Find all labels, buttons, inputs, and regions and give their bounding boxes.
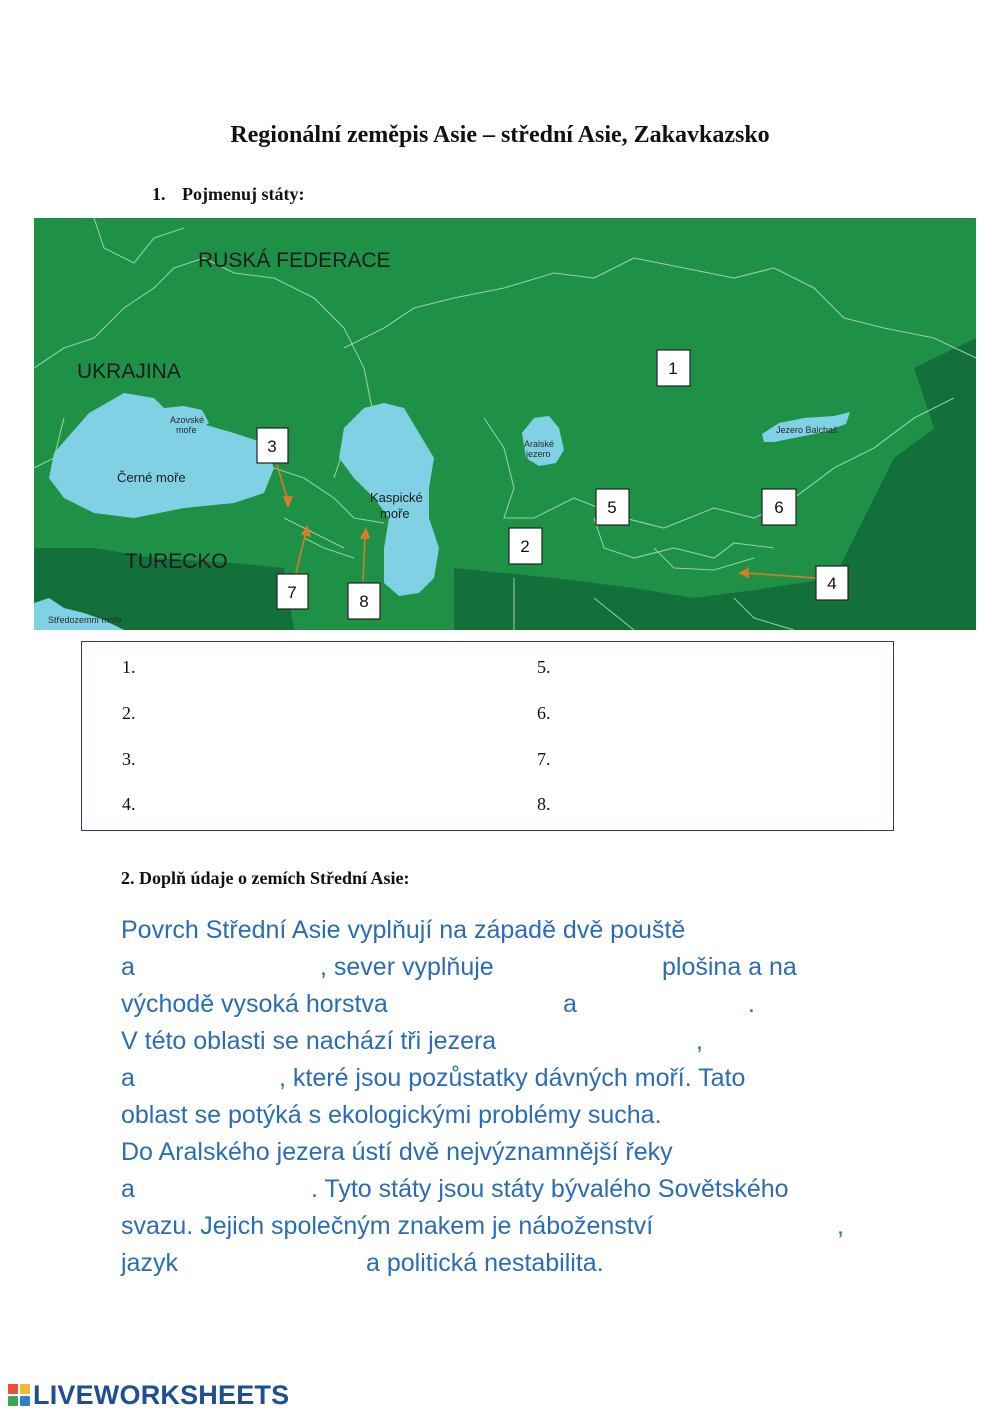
label-ukraine: UKRAJINA bbox=[77, 360, 181, 383]
para-text: Do Aralského jezera ústí dvě nejvýznamnější řeky bbox=[121, 1138, 673, 1166]
answer-3[interactable]: 3. bbox=[122, 749, 136, 769]
para-text: , bbox=[696, 1027, 703, 1055]
task-1-label: Pojmenuj státy: bbox=[182, 184, 305, 204]
para-text: a bbox=[121, 953, 135, 981]
marker-3 bbox=[257, 428, 288, 463]
logo-text: LIVEWORKSHEETS bbox=[33, 1379, 290, 1410]
para-text: a bbox=[121, 1064, 135, 1092]
para-text: jazyk bbox=[121, 1249, 178, 1277]
marker-1 bbox=[657, 350, 690, 386]
answer-5[interactable]: 5. bbox=[537, 657, 551, 677]
marker-7 bbox=[277, 574, 308, 609]
para-text: , bbox=[837, 1212, 844, 1240]
logo-icon bbox=[8, 1384, 30, 1406]
para-text: Povrch Střední Asie vyplňují na západě dvě pouště bbox=[121, 916, 686, 944]
para-text: . bbox=[748, 990, 755, 1018]
para-text: , které jsou pozůstatky dávných moří. Tato bbox=[279, 1064, 746, 1092]
marker-1-label: 1 bbox=[668, 359, 678, 378]
label-azov-2: moře bbox=[176, 425, 197, 435]
label-aral-1: Aralské bbox=[524, 439, 555, 449]
marker-6 bbox=[762, 489, 796, 525]
para-text: plošina a na bbox=[662, 953, 797, 981]
para-text: a politická nestabilita. bbox=[366, 1249, 604, 1277]
marker-8 bbox=[348, 583, 380, 619]
marker-2-label: 2 bbox=[520, 537, 530, 556]
para-text: , sever vyplňuje bbox=[320, 953, 494, 981]
label-russia: RUSKÁ FEDERACE bbox=[198, 249, 391, 272]
label-turkey: TURECKO bbox=[125, 550, 228, 573]
answer-4[interactable]: 4. bbox=[122, 794, 136, 814]
task-2-heading: 2. Doplň údaje o zemích Střední Asie: bbox=[121, 868, 410, 888]
answer-2[interactable]: 2. bbox=[122, 703, 136, 723]
label-black-sea: Černé moře bbox=[117, 470, 186, 485]
map-image bbox=[34, 218, 976, 630]
label-caspian-2: moře bbox=[380, 506, 410, 521]
answer-1[interactable]: 1. bbox=[122, 657, 136, 677]
para-text: svazu. Jejich společným znakem je náboženství bbox=[121, 1212, 654, 1240]
task-1-heading bbox=[152, 184, 304, 205]
marker-8-label: 8 bbox=[359, 592, 369, 611]
answer-box bbox=[81, 641, 894, 831]
para-text: oblast se potýká s ekologickými problémy sucha. bbox=[121, 1101, 662, 1129]
marker-4-label: 4 bbox=[827, 574, 837, 593]
answer-6[interactable]: 6. bbox=[537, 703, 551, 723]
label-caspian-1: Kaspické bbox=[370, 490, 423, 505]
label-aral-2: jezero bbox=[526, 449, 551, 459]
marker-4 bbox=[816, 566, 848, 600]
marker-7-label: 7 bbox=[287, 583, 297, 602]
para-text: V této oblasti se nachází tři jezera bbox=[121, 1027, 497, 1055]
liveworksheets-logo bbox=[8, 1378, 289, 1412]
para-text: a bbox=[121, 1175, 135, 1203]
marker-3-label: 3 bbox=[267, 437, 277, 456]
answer-8[interactable]: 8. bbox=[537, 794, 551, 814]
label-azov-1: Azovské bbox=[170, 415, 205, 425]
marker-5 bbox=[596, 489, 629, 525]
page-title: Regionální zeměpis Asie – střední Asie, Zakavkazsko bbox=[230, 122, 770, 148]
para-text: a bbox=[563, 990, 577, 1018]
answer-7[interactable]: 7. bbox=[537, 749, 551, 769]
label-mediterranean: Středozemní moře bbox=[48, 615, 123, 625]
marker-2 bbox=[509, 528, 542, 564]
para-text: východě vysoká horstva bbox=[121, 990, 388, 1018]
marker-5-label: 5 bbox=[607, 498, 617, 517]
label-balkhash: Jezero Balchaš bbox=[776, 425, 838, 435]
marker-6-label: 6 bbox=[774, 498, 784, 517]
para-text: . Tyto státy jsou státy bývalého Sovětského bbox=[311, 1175, 789, 1203]
task-1-number: 1. bbox=[152, 184, 166, 204]
